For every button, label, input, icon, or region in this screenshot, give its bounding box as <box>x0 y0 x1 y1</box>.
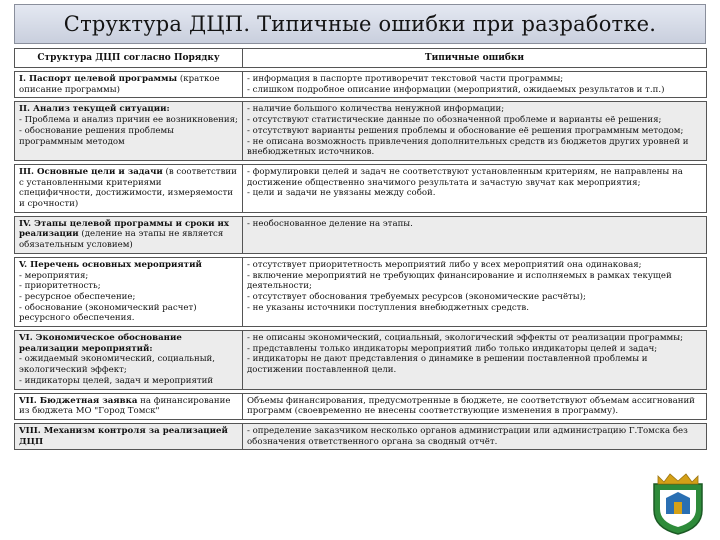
structure-cell <box>15 216 243 253</box>
structure-cell <box>15 72 243 98</box>
structure-line <box>19 376 238 387</box>
tomsk-coat-of-arms-icon <box>646 470 710 536</box>
error-cell <box>243 164 707 212</box>
table-row <box>15 72 707 98</box>
section-heading: VII. Бюджетная заявка <box>19 395 138 406</box>
error-item: Объемы финансирования, предусмотренные в бюджете, не соответствуют объемам ассигнований программ (своевременно не внесены соответствующие изменения в программу). <box>247 395 695 417</box>
table-header-row <box>15 49 707 68</box>
section-text: - приоритетность; <box>19 281 101 292</box>
structure-line <box>19 281 238 292</box>
section-text: - обоснование (экономический расчет) ресурсного обеспечения. <box>19 302 197 324</box>
structure-line <box>19 333 238 354</box>
structure-line <box>19 260 238 271</box>
error-item: - включение мероприятий не требующих финансирование и исполняемых в рамках текущей деятельности; <box>247 270 672 292</box>
structure-line <box>19 396 238 417</box>
error-item: - информация в паспорте противоречит текстовой части программы; <box>247 74 564 84</box>
errors-table <box>14 48 707 450</box>
error-item: - не указаны источники поступления внебюджетных средств. <box>247 302 530 313</box>
table-row <box>15 423 707 449</box>
structure-line <box>19 219 238 251</box>
error-item: - формулировки целей и задач не соответствуют установленным критериям, не направлены на достижение общественно значимого результата и зачастую звучат как мероприятия; <box>247 166 683 188</box>
error-item: - определение заказчиком несколько органов администрации или администрацию Г.Томска без обозначения ответственного органа за сводный отчёт. <box>247 425 688 447</box>
table-row <box>15 216 707 253</box>
error-cell <box>243 257 707 326</box>
section-text: - мероприятия; <box>19 270 89 281</box>
page-title: Структура ДЦП. Типичные ошибки при разработке. <box>63 12 657 36</box>
structure-line <box>19 354 238 375</box>
error-cell <box>243 102 707 161</box>
section-text: на финансирование из бюджета МО "Город Томск" <box>19 395 231 417</box>
error-item: - необоснованное деление на этапы. <box>247 218 413 229</box>
error-cell <box>243 216 707 253</box>
error-item: - слишком подробное описание информации (мероприятий, ожидаемых результатов и т.п.) <box>247 84 665 95</box>
structure-line <box>19 115 238 126</box>
table-body <box>15 68 707 450</box>
section-heading: II. Анализ текущей ситуации: <box>19 104 170 115</box>
table-row <box>15 331 707 390</box>
error-item: - цели и задачи не увязаны между собой. <box>247 188 436 199</box>
section-text: (деление на этапы не является обязательным условием) <box>19 229 224 251</box>
structure-cell <box>15 164 243 212</box>
error-item: - индикаторы не дают представления о динамике в решении поставленной проблемы и достижении поставленной цели. <box>247 354 648 376</box>
table-row <box>15 164 707 212</box>
section-heading: VIII. Механизм контроля за реализацией ДЦП <box>19 425 228 447</box>
structure-line <box>19 292 238 303</box>
section-text: - обоснование решения проблемы программным методом <box>19 125 175 147</box>
structure-line <box>19 74 238 95</box>
error-item: - отсутствуют статистические данные по обозначенной проблеме и варианты её решения; <box>247 115 662 126</box>
section-text: (краткое описание программы) <box>19 74 220 95</box>
error-item: - отсутствует обоснования требуемых ресурсов (экономические расчёты); <box>247 291 586 302</box>
error-cell <box>243 423 707 449</box>
structure-line <box>19 271 238 282</box>
error-cell <box>243 331 707 390</box>
title-banner <box>14 4 706 44</box>
error-item: - представлены только индикаторы мероприятий либо только индикаторы целей и задач; <box>247 343 658 354</box>
structure-cell <box>15 331 243 390</box>
section-text: - индикаторы целей, задач и мероприятий <box>19 375 214 386</box>
section-text: - ресурсное обеспечение; <box>19 291 136 302</box>
structure-cell <box>15 423 243 449</box>
structure-cell <box>15 393 243 419</box>
structure-cell <box>15 257 243 326</box>
structure-cell <box>15 102 243 161</box>
structure-line <box>19 126 238 147</box>
error-cell <box>243 393 707 419</box>
error-item: - не описана возможность привлечения дополнительных средств из бюджетов других уровней и внебюджетных источников. <box>247 136 689 158</box>
section-heading: V. Перечень основных мероприятий <box>19 259 202 270</box>
structure-line <box>19 104 238 115</box>
structure-line <box>19 303 238 324</box>
error-item: - наличие большого количества ненужной информации; <box>247 104 505 115</box>
section-heading: IV. Этапы целевой программы и сроки их реализации <box>19 218 230 240</box>
error-item: - отсутствуют варианты решения проблемы и обоснование её решения программным методом; <box>247 125 684 136</box>
section-text: - Проблема и анализ причин ее возникновения; <box>19 115 238 126</box>
error-item: - не описаны экономический, социальный, экологический эффекты от реализации программы; <box>247 333 683 344</box>
header-errors: Типичные ошибки <box>243 49 707 68</box>
table-row <box>15 257 707 326</box>
table-row <box>15 393 707 419</box>
section-heading: III. Основные цели и задачи <box>19 166 163 177</box>
structure-line <box>19 426 238 447</box>
section-text: - ожидаемый экономический, социальный, экологический эффект; <box>19 354 215 376</box>
error-item: - отсутствует приоритетность мероприятий либо у всех мероприятий она одинаковая; <box>247 259 642 270</box>
section-heading: I. Паспорт целевой программы <box>19 74 178 84</box>
error-cell <box>243 72 707 98</box>
header-structure: Структура ДЦП согласно Порядку <box>15 49 243 68</box>
section-text: (в соответствии с установленными критериями специфичности, достижимости, измеряемости и срочности) <box>19 166 237 210</box>
section-heading: VI. Экономическое обоснование реализации мероприятий: <box>19 333 182 354</box>
table-row <box>15 102 707 161</box>
structure-line <box>19 167 238 210</box>
